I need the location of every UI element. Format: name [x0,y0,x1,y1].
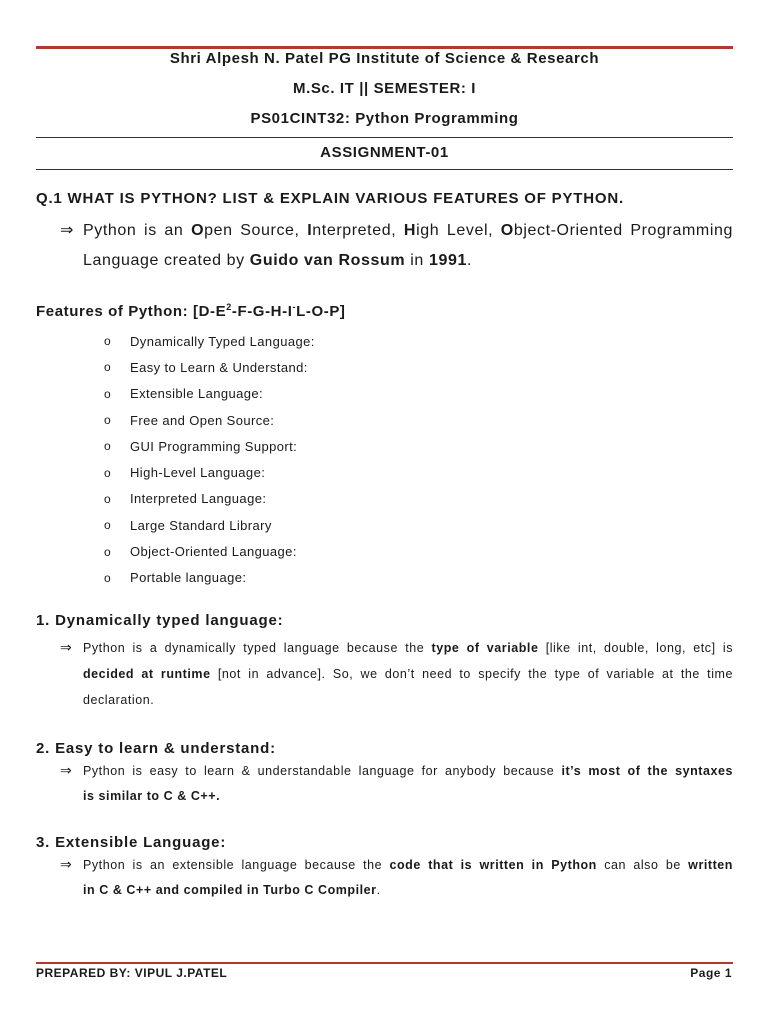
feature-item [104,512,315,538]
section-title-extensible: 3. Extensible Language: [36,834,227,851]
body-text: [like int, double, long, etc] is [538,641,733,655]
feature-item [104,381,315,407]
bullet-icon: o [104,518,112,533]
bullet-icon: o [104,491,112,506]
section-2-line-1 [60,757,733,785]
feature-label: Dynamically Typed Language: [130,333,315,349]
assignment-title: ASSIGNMENT-01 [320,144,449,161]
body-text: [not in advance]. So, we don’t need to specify the type of variable at the time [210,667,733,681]
top-rule [36,46,733,49]
feature-label: Object-Oriented Language: [130,544,297,560]
feature-item [104,354,315,380]
feature-item [104,328,315,354]
feature-label: GUI Programming Support: [130,438,298,454]
body-text: Python is a dynamically typed language because the [83,641,432,655]
bottom-rule [36,962,733,964]
implies-arrow-icon: ⇒ [60,856,73,872]
body-emphasis: code that is written in Python [389,858,597,872]
feature-label: Easy to Learn & Understand: [130,359,308,375]
implies-arrow-icon: ⇒ [60,762,73,778]
intro-line-2 [60,246,733,276]
body-text: can also be [596,858,689,872]
course-line: PS01CINT32: Python Programming [250,110,519,127]
feature-label: Large Standard Library [130,517,272,533]
body-emphasis: in C & C++ and compiled in Turbo C Compiler [83,883,377,897]
institute-name: Shri Alpesh N. Patel PG Institute of Science & Research [169,50,600,67]
section-3-line-2 [60,877,733,904]
intro-line-1 [60,216,733,246]
features-title-text: -F-G-H-I [231,303,293,320]
bullet-icon: o [104,386,112,401]
intro-text: nterpreted, [312,222,404,239]
bullet-icon: o [104,334,112,349]
bullet-icon: o [104,465,112,480]
section-1-line-1 [60,634,733,662]
feature-item [104,538,315,564]
implies-arrow-icon: ⇒ [60,222,75,239]
intro-text: bject-Oriented Programming [513,222,733,239]
body-emphasis: it’s most of the syntaxes [561,764,733,778]
section-2-line-2 [60,783,733,810]
body-text: declaration. [83,693,155,707]
intro-text: in [405,252,429,269]
intro-author: Guido van Rossum [249,252,406,269]
features-title-sup: - [292,302,297,312]
features-title [36,302,346,320]
features-title-text: L-O-P] [296,303,346,320]
bullet-icon: o [104,360,112,375]
header-divider-2 [36,169,733,170]
body-text: Python is an extensible language because the [83,858,390,872]
program-line: M.Sc. IT || SEMESTER: I [292,80,477,97]
body-emphasis: written [688,858,733,872]
body-emphasis: type of variable [431,641,539,655]
intro-initial: O [500,222,514,239]
intro-text: . [466,252,472,269]
implies-arrow-icon: ⇒ [60,639,73,655]
intro-year: 1991 [428,252,467,269]
section-3-line-1 [60,851,733,879]
section-1-line-2 [60,661,733,688]
body-text: . [376,883,381,897]
feature-item [104,433,315,459]
intro-text: Python is an [83,222,192,239]
page-number: Page 1 [690,966,732,980]
features-list [104,328,315,591]
header-divider-1 [36,137,733,138]
feature-label: Extensible Language: [130,386,264,402]
bullet-icon: o [104,439,112,454]
body-emphasis: decided at runtime [83,667,211,681]
footer-author: PREPARED BY: VIPUL J.PATEL [36,966,228,980]
feature-item [104,407,315,433]
section-title-dynamic-typing: 1. Dynamically typed language: [36,612,284,629]
feature-label: High-Level Language: [130,465,266,481]
intro-initial: H [403,222,417,239]
intro-initial: I [307,222,313,239]
section-1-line-3 [60,687,733,714]
intro-text: Language created by [83,252,250,269]
feature-label: Interpreted Language: [130,491,267,507]
body-emphasis: is similar to C & C++. [83,789,221,803]
section-title-easy-to-learn: 2. Easy to learn & understand: [36,740,276,757]
feature-label: Free and Open Source: [130,412,275,428]
intro-text: pen Source, [204,222,308,239]
feature-label: Portable language: [130,570,247,586]
bullet-icon: o [104,544,112,559]
body-text: Python is easy to learn & understandable language for anybody because [83,764,562,778]
intro-text: igh Level, [416,222,501,239]
features-title-text: Features of Python: [D-E [36,303,227,320]
feature-item [104,459,315,485]
feature-item [104,486,315,512]
question-title: Q.1 WHAT IS PYTHON? LIST & EXPLAIN VARIOUS FEATURES OF PYTHON. [36,190,624,207]
intro-initial: O [191,222,205,239]
feature-item [104,565,315,591]
bullet-icon: o [104,570,112,585]
features-title-sup: 2 [226,302,232,312]
bullet-icon: o [104,413,112,428]
